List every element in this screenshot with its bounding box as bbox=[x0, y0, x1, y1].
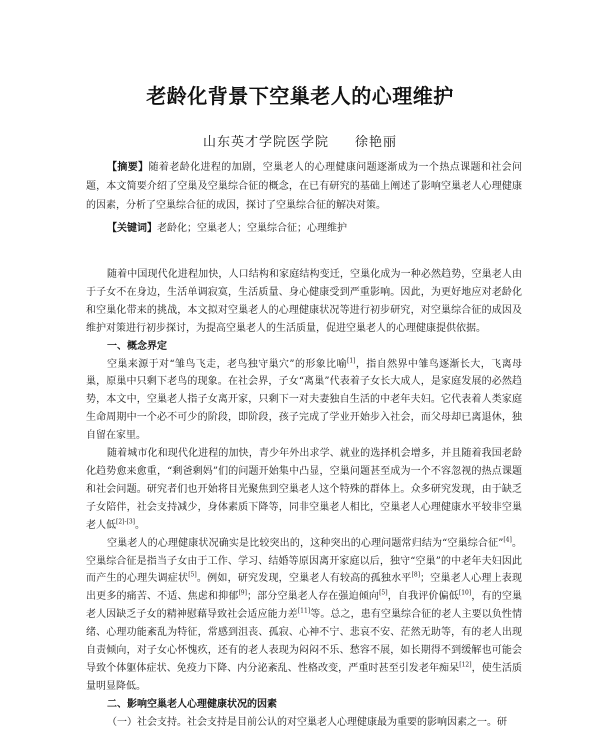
affiliation: 山东英才学院医学院 bbox=[202, 135, 329, 150]
paragraph-syndrome bbox=[86, 535, 522, 696]
paragraph-text: 空巢来源于对“雏鸟飞走，老鸟独守巢穴”的形象比喻 bbox=[107, 358, 347, 370]
citation: [8] bbox=[411, 572, 421, 580]
keywords-text: 老龄化；空巢老人；空巢综合征；心理维护 bbox=[157, 223, 347, 234]
paragraph-text: ；部分空巢老人存在强迫倾向 bbox=[246, 591, 380, 603]
paragraph-text: 等。总之，患有空巢综合征的老人主要以负性情绪、心理功能紊乱为特征，常感到沮丧、孤寂、心神不宁、悲哀不安、茫然无助等，有的老人出现自责倾向，对子女心怀愧疚，还有的老人表现为闷闷不乐、愁容不展，如长期得不到缓解也可能会导致个体躯体症状、免疫力下降、内分泌紊乱、性格改变，严重时甚至引发老年痴呆 bbox=[86, 609, 523, 674]
paragraph-text: ，指自然界中雏鸟逐渐长大，飞离母巢，原巢中只剩下老鸟的现象。在社会界，子女“离巢”代表着子女长大成人，是家庭发展的必然趋势，本文中，空巢老人指子女离开家，只剩下一对夫妻独自生活的中老年夫妇。它代表着人类家庭生命周期中一个必不可少的阶段，即阶段，孩子完成了学业开始步入社会，而父母却已离退休，独自留在家里。 bbox=[86, 358, 522, 442]
paragraph-text: ，自我评价偏低 bbox=[387, 591, 459, 603]
paragraph-text: 。空巢综合征是指当子女由于工作、学习、结婚等原因离开家庭以后，独守“空巢”的中老年夫妇因此而产生的心理失调症状 bbox=[86, 537, 523, 585]
paragraph-text: ，有的空巢老人因缺乏子女的精神慰藉导致社会适应能力差 bbox=[86, 591, 523, 621]
citation: [5] bbox=[188, 572, 197, 580]
article-body bbox=[86, 266, 522, 732]
citation: [1] bbox=[346, 357, 356, 365]
section-heading-2: 二、影响空巢老人心理健康状况的因素 bbox=[107, 698, 277, 710]
article-title: 老龄化背景下空巢老人的心理维护 bbox=[146, 84, 454, 108]
abstract-text: 随着老龄化进程的加剧，空巢老人的心理健康问题逐渐成为一个热点课题和社会问题，本文简要介绍了空巢及空巢综合征的概念，在已有研究的基础上阐述了影响空巢老人心理健康的因素，分析了空巢综合征的成因，探讨了空巢综合征的解决对策。 bbox=[86, 162, 523, 211]
paragraph-text: ，使生活质量明显降低。 bbox=[86, 662, 522, 692]
section-heading-1: 一、概念界定 bbox=[107, 340, 167, 352]
citation: [10] bbox=[458, 589, 472, 597]
citation: [9] bbox=[238, 589, 247, 597]
citation: [11] bbox=[297, 607, 311, 615]
paragraph-definition bbox=[86, 356, 522, 446]
author-byline bbox=[0, 131, 600, 150]
citation: [4] bbox=[503, 536, 512, 544]
keywords bbox=[86, 219, 522, 238]
abstract-label: 【摘要】 bbox=[107, 162, 149, 173]
paragraph-social-support: （一）社会支持。社会支持是目前公认的对空巢老人心理健康最为重要的影响因素之一。研 bbox=[107, 716, 507, 728]
intro-paragraph: 随着中国现代化进程加快，人口结构和家庭结构变迁，空巢化成为一种必然趋势，空巢老人由于子女不在身边，生活单调寂寞，生活质量、身心健康受到严重影响。因此，为更好地应对老龄化和空巢化带来的挑战，本文拟对空巢老人的心理健康状况等进行初步研究，对空巢综合征的成因及维护对策进行初步探讨，为提高空巢老人的生活质量，促进空巢老人的心理健康提供依据。 bbox=[86, 269, 522, 334]
paragraph-text: 空巢老人的心理健康状况确实是比较突出的，这种突出的心理问题常归结为“空巢综合征” bbox=[107, 537, 504, 549]
citation: [5] bbox=[379, 589, 388, 597]
paragraph-text: 。 bbox=[135, 519, 146, 531]
abstract bbox=[86, 158, 522, 215]
paragraph-urbanization bbox=[86, 445, 522, 535]
citation: [12] bbox=[459, 661, 472, 669]
citation: [2]-[3] bbox=[116, 518, 136, 526]
keywords-label: 【关键词】 bbox=[107, 223, 157, 234]
paragraph-text: ；空巢老人心理上表现出更多的痛苦、不适、焦虑和抑郁 bbox=[86, 573, 523, 603]
paragraph-text: 。例如，研究发现，空巢老人有较高的孤独水平 bbox=[196, 573, 412, 585]
paragraph-text: 随着城市化和现代化进程的加快，青少年外出求学、就业的选择机会增多，并且随着我国老龄化趋势愈来愈重，“剩爸剩妈”们的问题开始集中凸显，空巢问题甚至成为一个不容忽视的热点课题和社会问题。研究者们也开始将目光聚焦到空巢老人这个特殊的群体上。众多研究发现，由于缺乏子女陪伴，社会支持减少，身体素质下降等，同非空巢老人相比，空巢老人心理健康水平较非空巢老人低 bbox=[86, 448, 522, 531]
author-name: 徐艳丽 bbox=[355, 135, 398, 150]
